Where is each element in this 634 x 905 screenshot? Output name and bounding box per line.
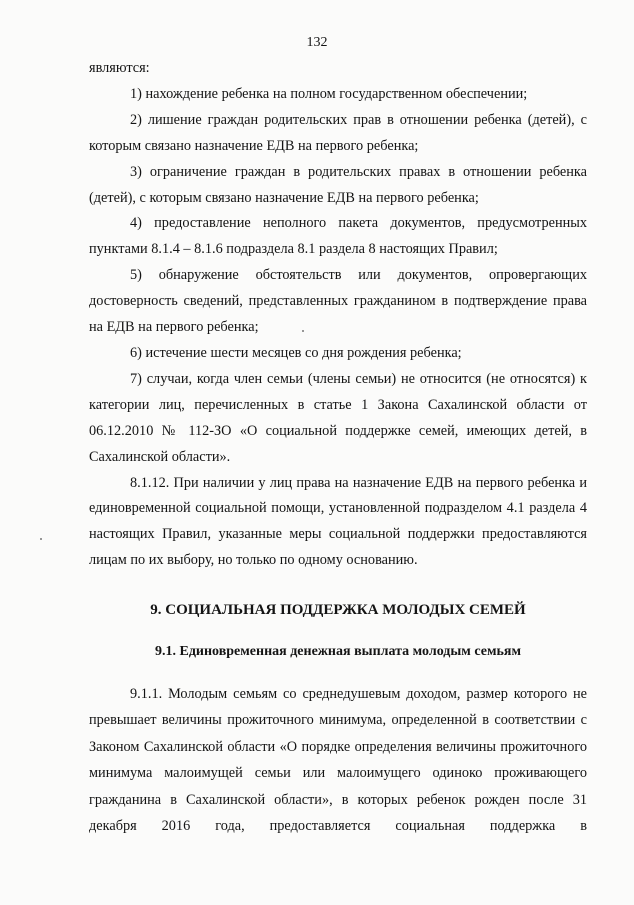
subsection-heading: 9.1. Единовременная денежная выплата молодым семьям <box>154 644 521 659</box>
paragraph-intro: являются: <box>89 60 150 76</box>
list-item-3: 3) ограничение граждан в родительских правах в отношении ребенка (детей), с которым связано назначение ЕДВ на первого ребенка; <box>89 163 587 206</box>
page-number: 132 <box>306 35 328 50</box>
section-heading: 9. СОЦИАЛЬНАЯ ПОДДЕРЖКА МОЛОДЫХ СЕМЕЙ <box>150 602 526 618</box>
paragraph-9-1-1: 9.1.1. Молодым семьям со среднедушевым доходом, размер которого не превышает величины прожиточного минимума, определенной в соответствии с Законом Сахалинской области «О порядке определения величины прожиточного минимума малоимущей семьи или малоимущего одиноко проживающего гражданина в Сахалинской области», в которых ребенок рожден после 31 декабря 2016 года, предоставляется социальная поддержка в <box>89 686 587 835</box>
list-item-5: 5) обнаружение обстоятельств или документов, опровергающих достоверность сведений, представленных гражданином в подтверждение права на ЕДВ на первого ребенка; <box>89 267 587 336</box>
list-item-2: 2) лишение граждан родительских прав в отношении ребенка (детей), с которым связано назначение ЕДВ на первого ребенка; <box>89 111 587 154</box>
list-item-6: 6) истечение шести месяцев со дня рождения ребенка; <box>130 344 462 361</box>
list-item-4: 4) предоставление неполного пакета документов, предусмотренных пунктами 8.1.4 – 8.1.6 подраздела 8.1 раздела 8 настоящих Правил; <box>89 215 587 258</box>
paragraph-8-1-12: 8.1.12. При наличии у лиц права на назначение ЕДВ на первого ребенка и единовременной социальной помощи, установленной подразделом 4.1 раздела 4 настоящих Правил, указанные меры социальной поддержки предоставляются лицам по их выбору, но только по одному основанию. <box>89 474 587 569</box>
top-text-block <box>89 56 587 574</box>
list-item-1: 1) нахождение ребенка на полном государственном обеспечении; <box>130 85 528 102</box>
bottom-text-block <box>89 681 587 839</box>
list-item-7: 7) случаи, когда член семьи (члены семьи) не относится (не относятся) к категории лиц, перечисленных в статье 1 Закона Сахалинской области от 06.12.2010 № 112-ЗО «О социальной поддержке семей, имеющих детей, в Сахалинской области». <box>89 370 587 465</box>
scan-speck <box>40 538 42 540</box>
scan-speck <box>302 330 304 332</box>
